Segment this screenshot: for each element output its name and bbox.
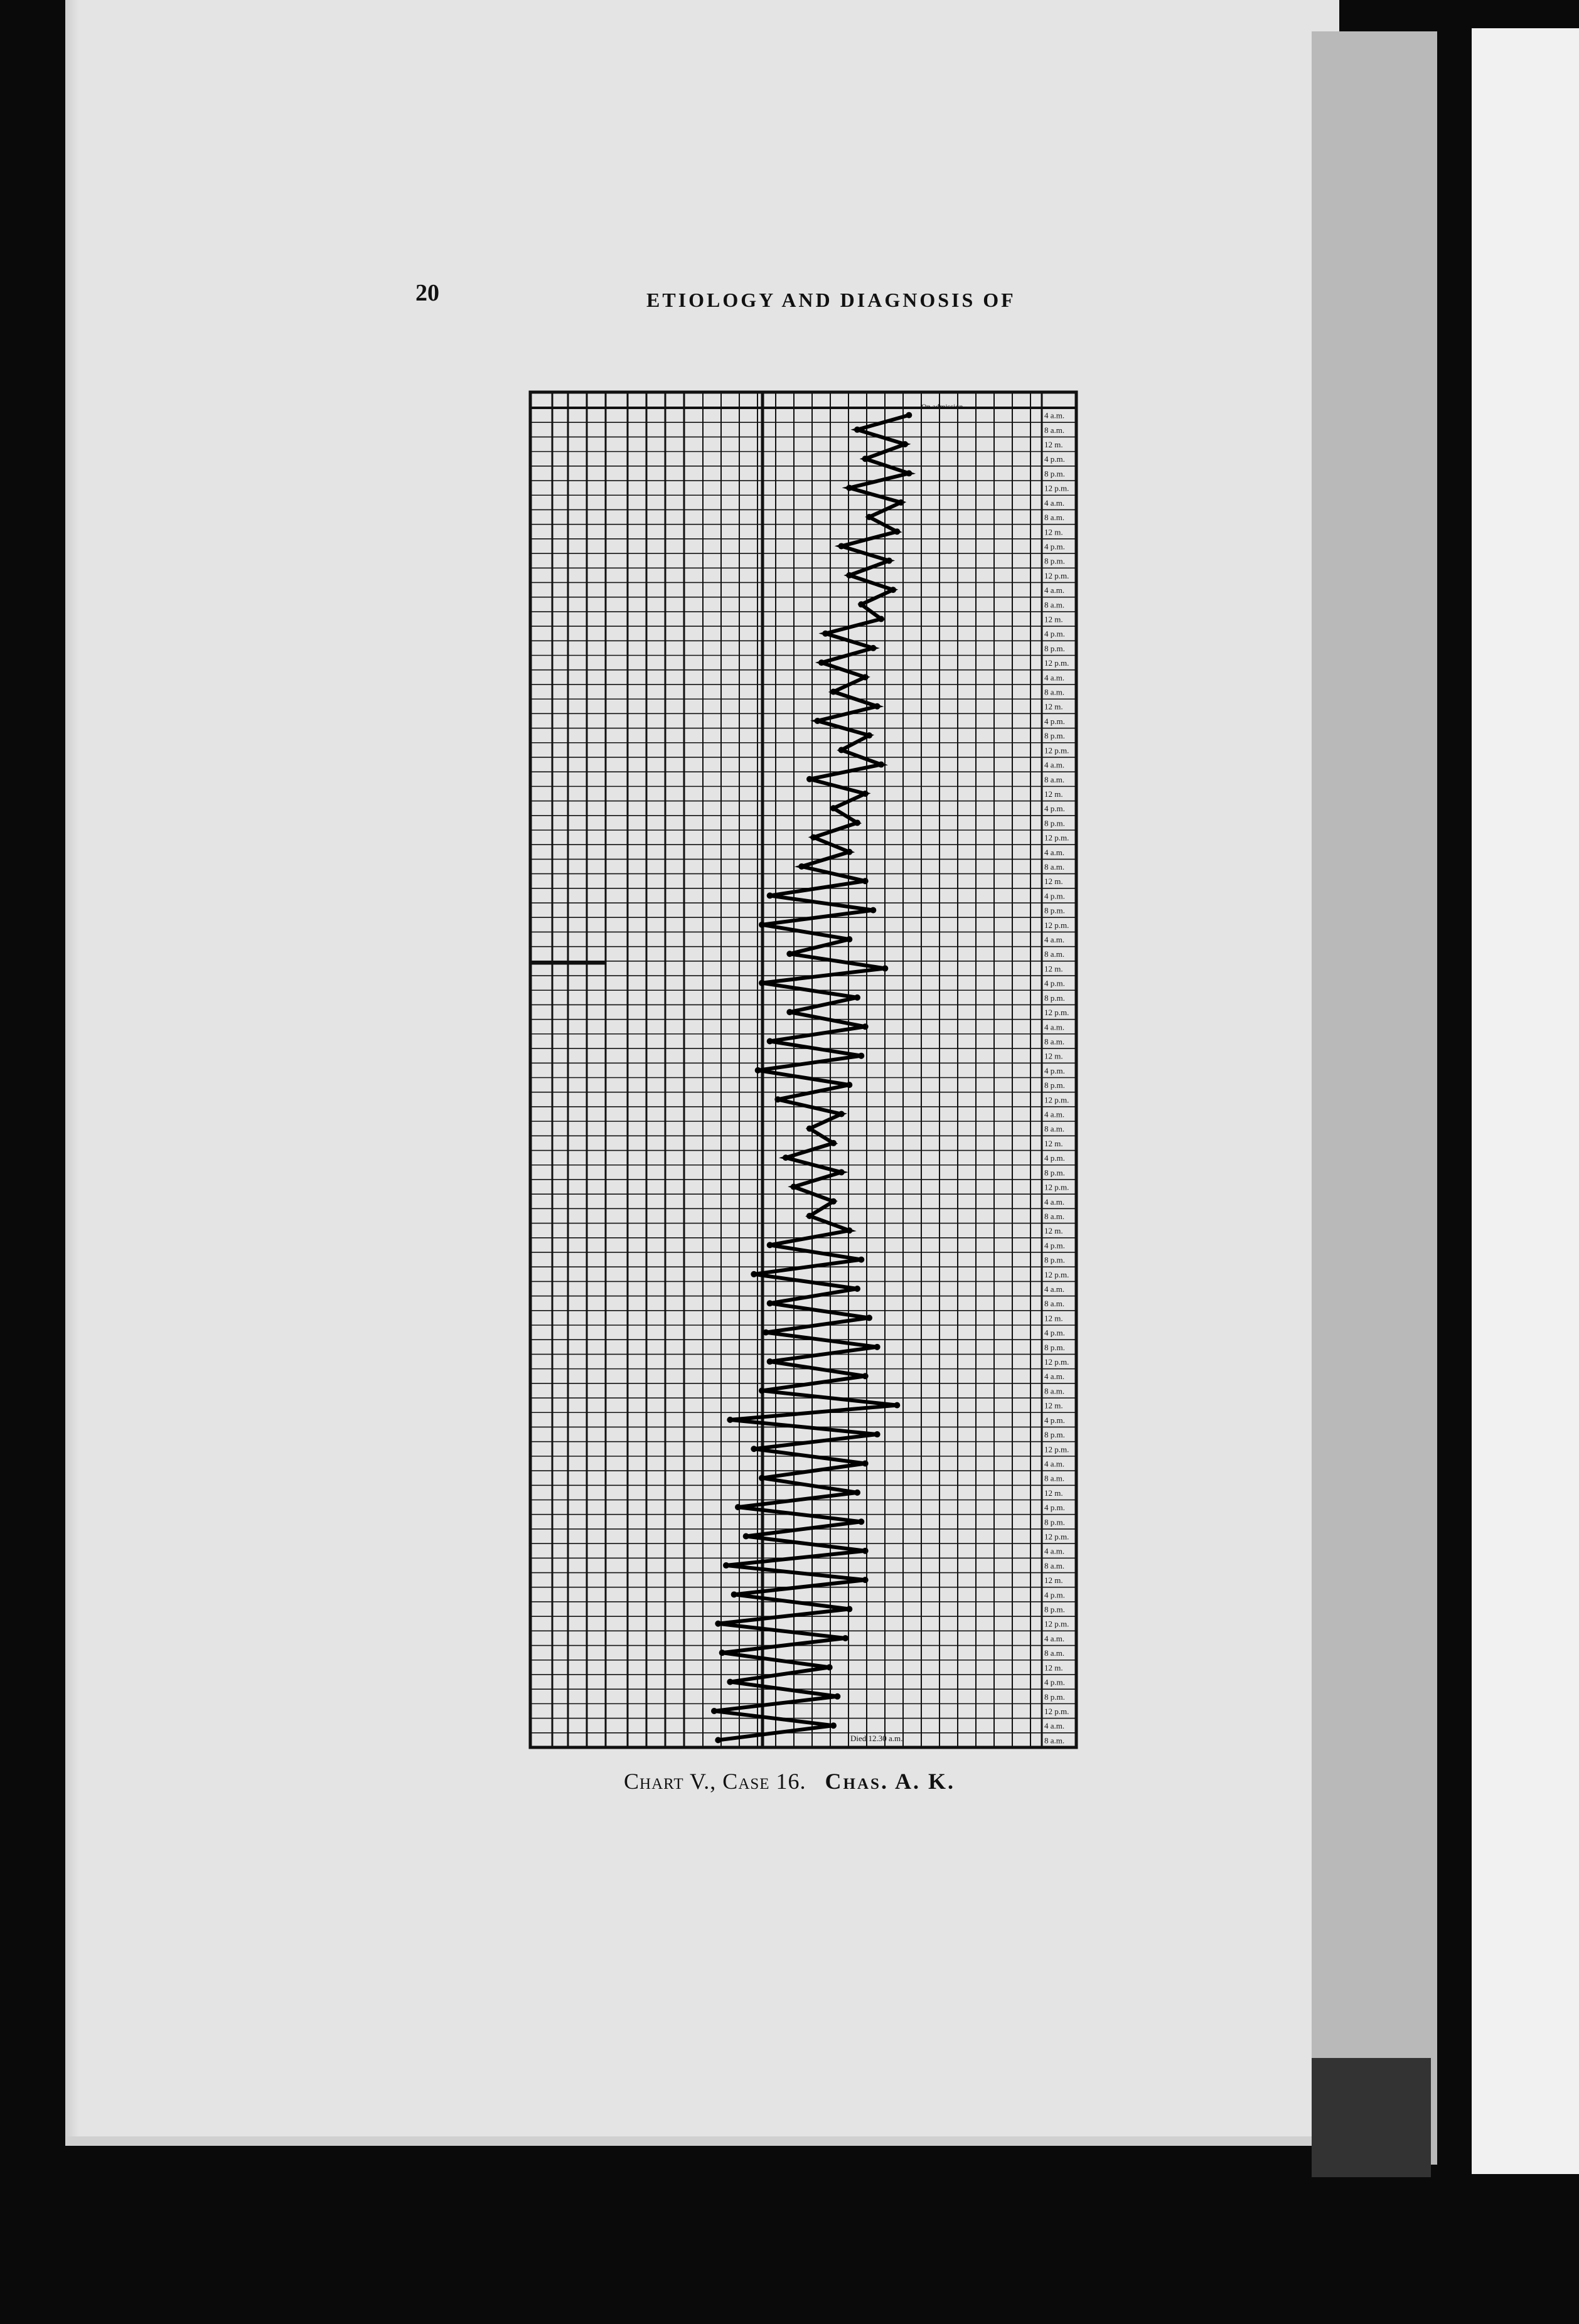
temperature-point bbox=[755, 1067, 761, 1074]
temperature-point bbox=[862, 674, 869, 680]
time-label: 8 a.m. bbox=[1044, 1473, 1065, 1483]
temperature-point bbox=[830, 689, 837, 695]
temperature-point bbox=[815, 718, 821, 724]
time-label: 8 a.m. bbox=[1044, 1560, 1065, 1570]
time-label: 8 a.m. bbox=[1044, 1211, 1065, 1221]
time-label: 4 p.m. bbox=[1044, 1677, 1065, 1687]
temperature-point bbox=[874, 703, 880, 710]
temperature-point bbox=[866, 1314, 872, 1321]
temperature-point bbox=[806, 1126, 813, 1132]
time-label: 12 m. bbox=[1044, 527, 1063, 537]
time-label: 8 p.m. bbox=[1044, 643, 1065, 653]
temperature-point bbox=[838, 543, 845, 549]
time-label: 8 p.m. bbox=[1044, 556, 1065, 566]
time-label: 4 a.m. bbox=[1044, 760, 1065, 770]
time-label: 4 p.m. bbox=[1044, 1065, 1065, 1075]
time-label: 8 a.m. bbox=[1044, 425, 1065, 435]
running-head: ETIOLOGY AND DIAGNOSIS OF bbox=[646, 289, 1016, 311]
temperature-point bbox=[767, 892, 773, 898]
temperature-point bbox=[894, 528, 900, 535]
temperature-point bbox=[854, 427, 860, 433]
temperature-point bbox=[798, 863, 805, 870]
time-label: 12 m. bbox=[1044, 877, 1063, 887]
temperature-point bbox=[842, 1635, 848, 1641]
time-label: 4 a.m. bbox=[1044, 498, 1065, 508]
temperature-point bbox=[846, 572, 852, 578]
temperature-point bbox=[894, 1402, 900, 1409]
temperature-point bbox=[759, 980, 765, 986]
time-label: 4 p.m. bbox=[1044, 804, 1065, 814]
time-label: 12 m. bbox=[1044, 1226, 1063, 1236]
time-label: 4 a.m. bbox=[1044, 1372, 1065, 1382]
caption-name: Chas. A. K. bbox=[825, 1769, 955, 1794]
temperature-point bbox=[806, 776, 813, 782]
temperature-point bbox=[878, 616, 884, 622]
time-label: 12 p.m. bbox=[1044, 920, 1069, 930]
temperature-point bbox=[862, 1373, 869, 1379]
time-label: 8 p.m. bbox=[1044, 1342, 1065, 1352]
time-label: 4 a.m. bbox=[1044, 1109, 1065, 1119]
time-label: 8 a.m. bbox=[1044, 774, 1065, 784]
temperature-point bbox=[727, 1679, 733, 1685]
time-label: 8 p.m. bbox=[1044, 905, 1065, 915]
time-label: 4 a.m. bbox=[1044, 1284, 1065, 1294]
temperature-point bbox=[763, 1330, 769, 1336]
temperature-point bbox=[759, 1387, 765, 1394]
time-label: 4 a.m. bbox=[1044, 1633, 1065, 1643]
time-label: 8 p.m. bbox=[1044, 731, 1065, 741]
temperature-point bbox=[711, 1708, 717, 1714]
time-label: 8 p.m. bbox=[1044, 1517, 1065, 1527]
time-label: 8 p.m. bbox=[1044, 1168, 1065, 1178]
time-label: 12 m. bbox=[1044, 1663, 1063, 1673]
temperature-point bbox=[715, 1621, 721, 1627]
temperature-point bbox=[854, 1286, 860, 1292]
temperature-point bbox=[862, 456, 869, 462]
annotation-on-admission: On admission bbox=[921, 402, 963, 411]
temperature-point bbox=[890, 587, 896, 593]
time-label: 4 p.m. bbox=[1044, 541, 1065, 552]
temperature-point bbox=[774, 1096, 781, 1102]
temperature-point bbox=[830, 1722, 837, 1729]
time-label: 12 p.m. bbox=[1044, 658, 1069, 668]
temperature-point bbox=[870, 907, 876, 914]
time-label: 8 p.m. bbox=[1044, 469, 1065, 479]
temperature-point bbox=[810, 834, 816, 841]
temperature-point bbox=[830, 1140, 837, 1146]
time-label: 8 a.m. bbox=[1044, 949, 1065, 959]
temperature-point bbox=[858, 1257, 864, 1263]
temperature-point bbox=[838, 1169, 845, 1175]
temperature-point bbox=[874, 1431, 880, 1437]
time-label: 8 p.m. bbox=[1044, 1430, 1065, 1440]
temperature-point bbox=[838, 747, 845, 753]
time-label: 12 p.m. bbox=[1044, 1269, 1069, 1279]
temperature-point bbox=[818, 659, 825, 666]
temperature-point bbox=[846, 1606, 852, 1612]
time-label: 4 a.m. bbox=[1044, 410, 1065, 420]
time-label: 8 p.m. bbox=[1044, 818, 1065, 828]
temperature-point bbox=[786, 1009, 793, 1015]
temperature-point bbox=[854, 994, 860, 1001]
time-label: 8 a.m. bbox=[1044, 1037, 1065, 1047]
time-label: 12 m. bbox=[1044, 1400, 1063, 1410]
time-label: 8 a.m. bbox=[1044, 1735, 1065, 1746]
time-label: 12 p.m. bbox=[1044, 1619, 1069, 1629]
time-label: 12 m. bbox=[1044, 614, 1063, 624]
temperature-point bbox=[858, 1518, 864, 1525]
time-label: 8 p.m. bbox=[1044, 993, 1065, 1003]
temperature-point bbox=[751, 1271, 757, 1277]
time-label: 8 a.m. bbox=[1044, 1299, 1065, 1309]
time-label: 12 p.m. bbox=[1044, 570, 1069, 580]
annotation-died: Died 12.30 a.m. bbox=[850, 1734, 903, 1743]
time-label: 4 p.m. bbox=[1044, 629, 1065, 639]
temperature-point bbox=[786, 951, 793, 957]
temperature-point bbox=[866, 732, 872, 738]
temperature-point bbox=[767, 1038, 773, 1044]
temperature-point bbox=[727, 1417, 733, 1423]
time-label: 4 p.m. bbox=[1044, 454, 1065, 464]
temperature-point bbox=[735, 1504, 741, 1510]
time-label: 8 p.m. bbox=[1044, 1080, 1065, 1090]
temperature-point bbox=[767, 1358, 773, 1365]
time-label: 4 a.m. bbox=[1044, 585, 1065, 595]
temperature-point bbox=[715, 1737, 721, 1743]
time-label: 4 p.m. bbox=[1044, 1415, 1065, 1425]
temperature-point bbox=[846, 849, 852, 855]
time-label: 12 m. bbox=[1044, 440, 1063, 450]
time-label: 4 a.m. bbox=[1044, 1546, 1065, 1556]
time-label: 8 a.m. bbox=[1044, 600, 1065, 610]
time-label: 12 m. bbox=[1044, 1051, 1063, 1061]
page-number: 20 bbox=[415, 280, 439, 306]
temperature-point bbox=[846, 1082, 852, 1088]
temperature-point bbox=[858, 601, 864, 607]
temperature-point bbox=[783, 1154, 789, 1161]
time-label: 4 a.m. bbox=[1044, 847, 1065, 857]
time-label: 8 a.m. bbox=[1044, 862, 1065, 872]
time-label: 12 m. bbox=[1044, 964, 1063, 974]
temperature-point bbox=[874, 1344, 880, 1350]
time-label: 4 a.m. bbox=[1044, 1197, 1065, 1207]
time-label: 4 p.m. bbox=[1044, 1153, 1065, 1163]
time-label: 12 p.m. bbox=[1044, 483, 1069, 493]
time-label: 12 m. bbox=[1044, 1313, 1063, 1323]
temperature-point bbox=[723, 1562, 729, 1569]
temperature-point bbox=[806, 1213, 813, 1219]
temperature-point bbox=[827, 1664, 833, 1670]
time-label: 12 p.m. bbox=[1044, 1095, 1069, 1105]
temperature-point bbox=[759, 922, 765, 928]
time-label: 12 p.m. bbox=[1044, 1357, 1069, 1367]
temperature-point bbox=[731, 1591, 737, 1597]
temperature-point bbox=[846, 1227, 852, 1234]
caption-label: Chart V., Case 16. bbox=[624, 1769, 806, 1794]
temperature-point bbox=[759, 1475, 765, 1481]
time-label: 12 p.m. bbox=[1044, 745, 1069, 755]
time-label: 4 p.m. bbox=[1044, 1503, 1065, 1513]
time-label: 12 p.m. bbox=[1044, 1532, 1069, 1542]
temperature-point bbox=[862, 878, 869, 884]
time-label: 12 p.m. bbox=[1044, 1182, 1069, 1192]
temperature-point bbox=[886, 558, 892, 564]
temperature-point bbox=[862, 791, 869, 797]
temperature-point bbox=[858, 1053, 864, 1059]
time-label: 4 a.m. bbox=[1044, 935, 1065, 945]
temperature-point bbox=[906, 412, 912, 418]
temperature-point bbox=[838, 1111, 845, 1117]
temperature-point bbox=[862, 1548, 869, 1554]
time-label: 8 a.m. bbox=[1044, 513, 1065, 523]
temperature-point bbox=[846, 936, 852, 942]
time-label: 4 p.m. bbox=[1044, 978, 1065, 988]
temperature-point bbox=[822, 631, 828, 637]
time-label: 4 p.m. bbox=[1044, 1328, 1065, 1338]
temperature-point bbox=[870, 645, 876, 651]
temperature-point bbox=[862, 1460, 869, 1466]
time-label: 12 p.m. bbox=[1044, 833, 1069, 843]
temperature-point bbox=[830, 1198, 837, 1205]
temperature-point bbox=[882, 965, 888, 971]
time-label: 4 a.m. bbox=[1044, 1022, 1065, 1032]
time-label: 12 p.m. bbox=[1044, 1444, 1069, 1454]
time-label: 12 m. bbox=[1044, 789, 1063, 799]
time-label: 8 p.m. bbox=[1044, 1604, 1065, 1614]
time-label: 8 p.m. bbox=[1044, 1692, 1065, 1702]
time-label: 12 m. bbox=[1044, 1488, 1063, 1498]
time-label: 4 a.m. bbox=[1044, 1459, 1065, 1469]
temperature-point bbox=[751, 1446, 757, 1452]
temperature-point bbox=[902, 441, 908, 447]
figure-caption bbox=[0, 1768, 1579, 1794]
temperature-point bbox=[906, 470, 912, 476]
time-label: 4 p.m. bbox=[1044, 1240, 1065, 1250]
time-label: 12 m. bbox=[1044, 1575, 1063, 1586]
temperature-point bbox=[854, 1490, 860, 1496]
temperature-point bbox=[862, 1023, 869, 1030]
time-label: 4 a.m. bbox=[1044, 1721, 1065, 1731]
temperature-point bbox=[878, 762, 884, 768]
time-label: 8 a.m. bbox=[1044, 1648, 1065, 1658]
temperature-point bbox=[743, 1533, 749, 1540]
time-label: 12 m. bbox=[1044, 701, 1063, 712]
temperature-point bbox=[830, 805, 837, 811]
time-label: 12 p.m. bbox=[1044, 1008, 1069, 1018]
temperature-point bbox=[862, 1577, 869, 1583]
time-label: 8 p.m. bbox=[1044, 1255, 1065, 1265]
temperature-point bbox=[854, 819, 860, 826]
temperature-point bbox=[767, 1300, 773, 1306]
time-label: 8 a.m. bbox=[1044, 1386, 1065, 1396]
time-label: 8 a.m. bbox=[1044, 687, 1065, 697]
time-label: 4 p.m. bbox=[1044, 716, 1065, 726]
time-label: 8 a.m. bbox=[1044, 1124, 1065, 1134]
temperature-point bbox=[834, 1693, 840, 1700]
time-label: 12 p.m. bbox=[1044, 1706, 1069, 1716]
time-label: 4 a.m. bbox=[1044, 673, 1065, 683]
time-label: 4 p.m. bbox=[1044, 891, 1065, 901]
time-label: 4 p.m. bbox=[1044, 1590, 1065, 1600]
temperature-point bbox=[898, 499, 904, 506]
time-label: 12 m. bbox=[1044, 1138, 1063, 1148]
temperature-point bbox=[767, 1242, 773, 1248]
temperature-point bbox=[866, 514, 872, 520]
temperature-point bbox=[846, 485, 852, 491]
temperature-point bbox=[719, 1650, 725, 1656]
temperature-point bbox=[791, 1184, 797, 1190]
